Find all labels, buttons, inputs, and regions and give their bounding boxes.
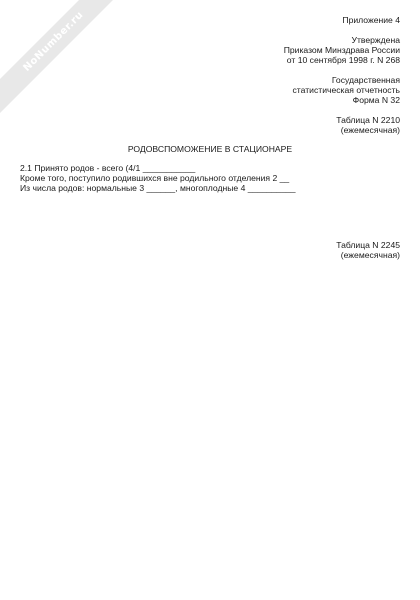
table-2210-label: Таблица N 2210 [336, 115, 400, 125]
appendix-block [342, 15, 400, 25]
approved-label: Утверждена [351, 35, 400, 45]
form-body-line-1: 2.1 Принято родов - всего (4/1 ___________ [20, 163, 196, 173]
form-body-line-3: Из числа родов: нормальные 3 ______, многоплодные 4 __________ [20, 183, 296, 193]
order-line-2: от 10 сентября 1998 г. N 268 [286, 55, 400, 65]
appendix-label: Приложение 4 [342, 15, 400, 25]
watermark-text: NoNumber.ru [21, 9, 86, 74]
table-2245-period: (ежемесячная) [340, 250, 400, 260]
form-body [20, 163, 296, 193]
form-number: Форма N 32 [352, 95, 400, 105]
table-2245-label: Таблица N 2245 [336, 240, 400, 250]
form-info-line-1: Государственная [331, 75, 400, 85]
section-title: РОДОВСПОМОЖЕНИЕ В СТАЦИОНАРЕ [127, 144, 293, 154]
watermark-band [0, 0, 128, 121]
form-info-line-2: статистическая отчетность [292, 85, 400, 95]
approval-block [284, 35, 400, 65]
watermark [0, 0, 128, 134]
table-2210-period: (ежемесячная) [340, 125, 400, 135]
order-line-1: Приказом Минздрава России [283, 45, 400, 55]
table-2245-block [336, 240, 400, 260]
form-body-line-2: Кроме того, поступило родившихся вне родильного отделения 2 __ [20, 173, 290, 183]
form-info-block [293, 75, 401, 105]
table-2210-block [336, 115, 400, 135]
